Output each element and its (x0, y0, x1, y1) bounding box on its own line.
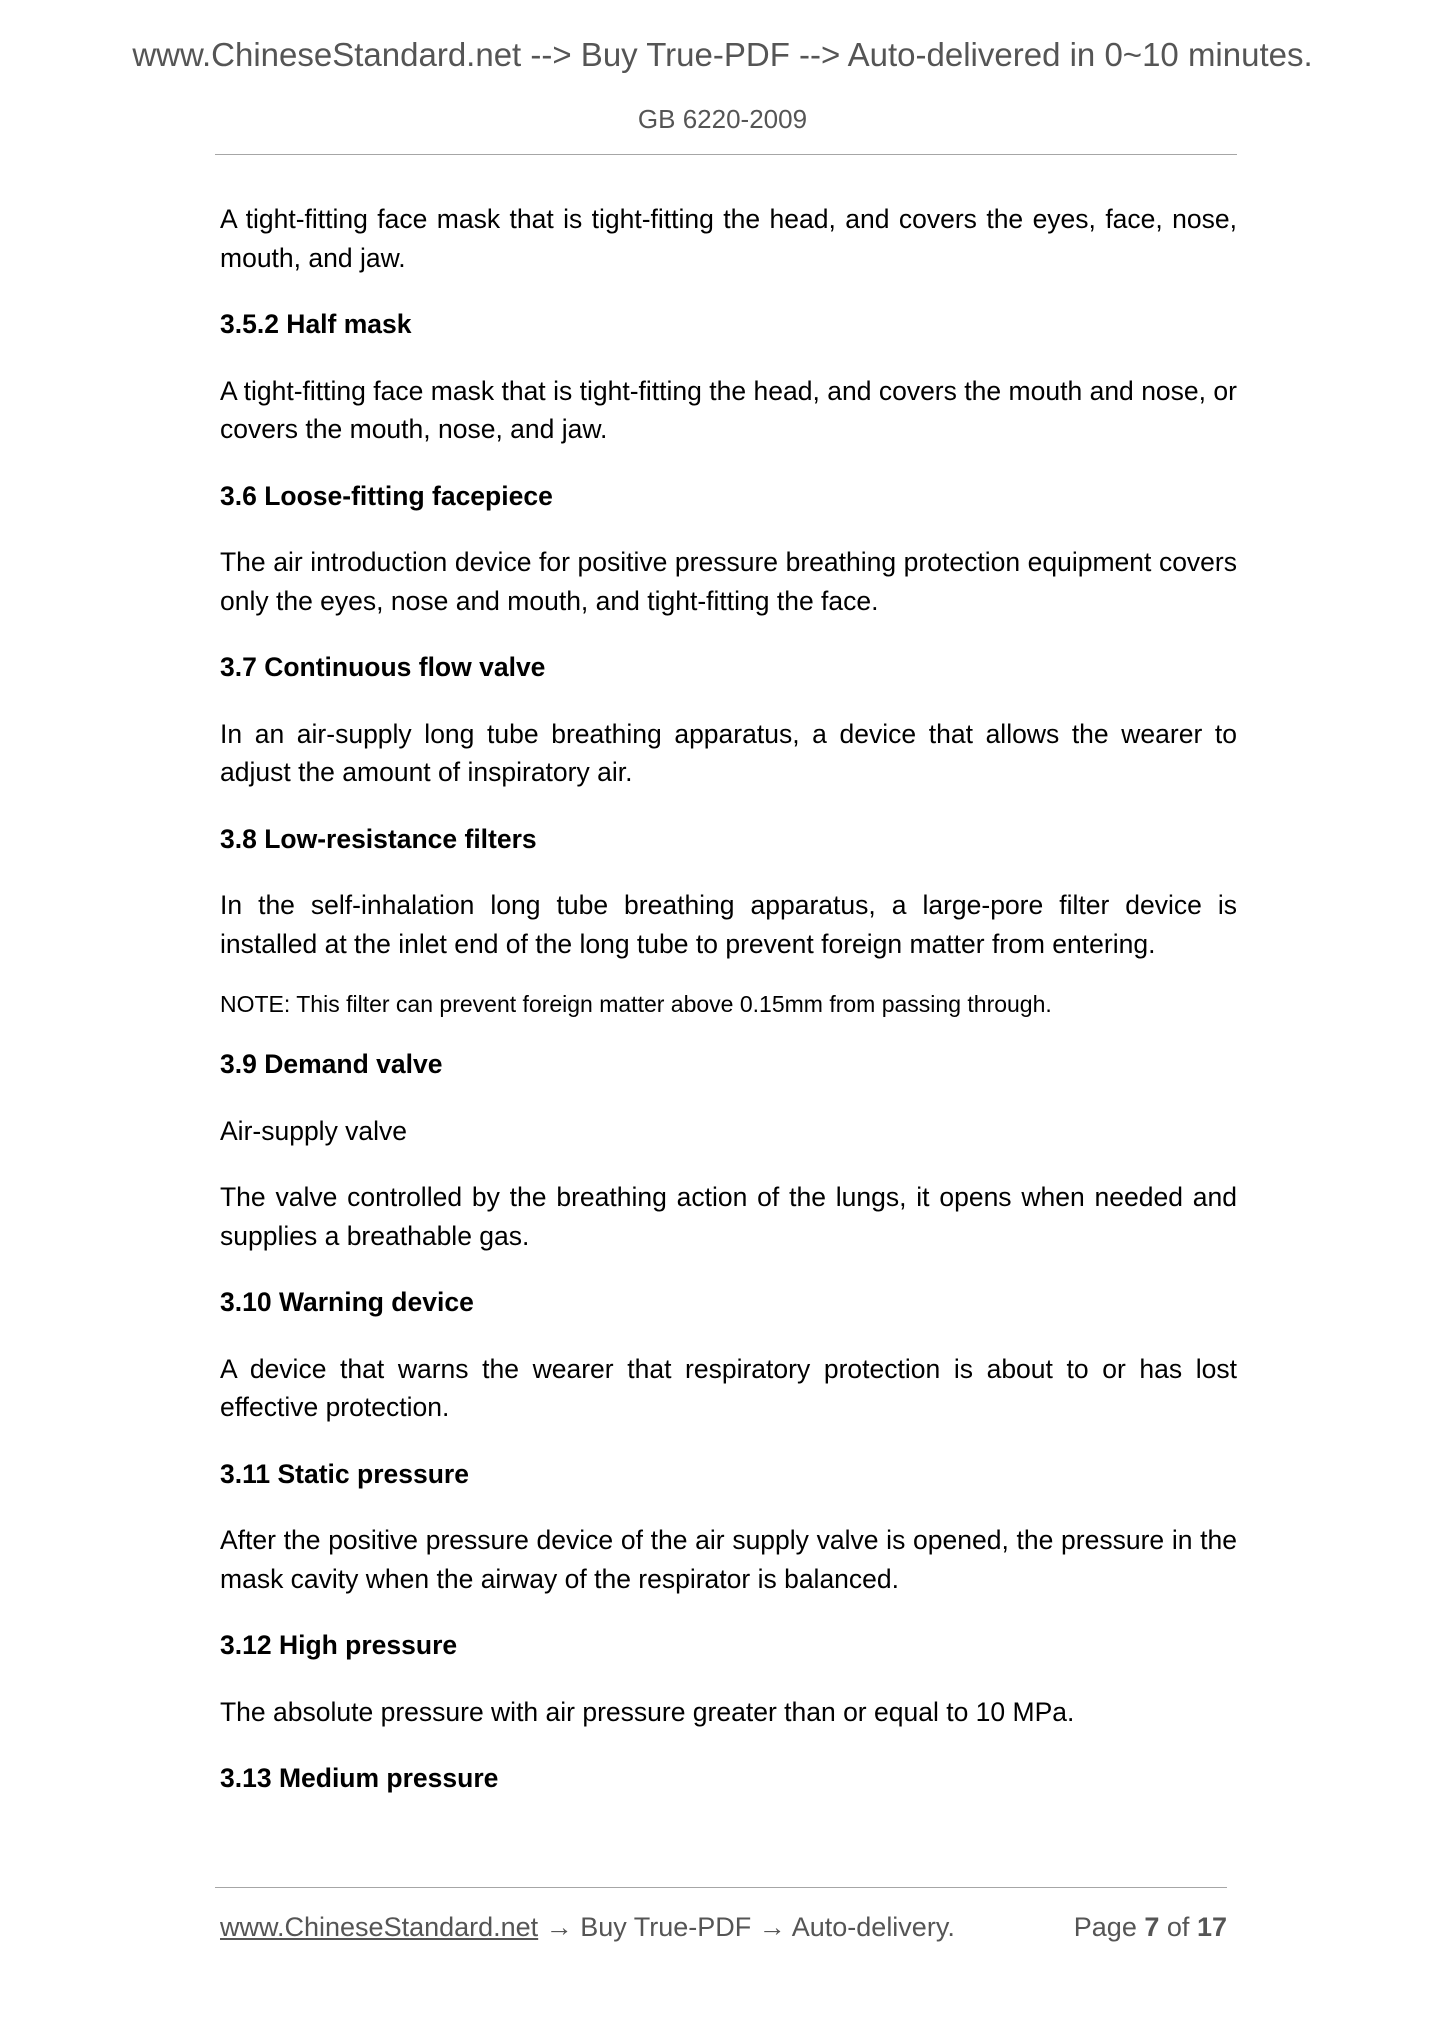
footer-promo (220, 1912, 955, 1943)
paragraph-3-11: After the positive pressure device of the air supply valve is opened, the pressure in the mask cavity when the airway of the respirator is balanced. (220, 1525, 1237, 1594)
document-code: GB 6220-2009 (637, 104, 808, 134)
page-indicator (1074, 1912, 1227, 1943)
of-label: of (1166, 1912, 1190, 1942)
heading-3-10: 3.10 Warning device (220, 1287, 474, 1317)
paragraph-3-10: A device that warns the wearer that respiratory protection is about to or has lost effective protection. (220, 1353, 1237, 1422)
paragraph-3-5-2: A tight-fitting face mask that is tight-fitting the head, and covers the mouth and nose, or covers the mouth, nose, and jaw. (220, 375, 1237, 444)
heading-3-6: 3.6 Loose-fitting facepiece (220, 480, 553, 511)
paragraph-3-7: In an air-supply long tube breathing apparatus, a device that allows the wearer to adjust the amount of inspiratory air. (220, 718, 1237, 787)
paragraph-3-9-synonym: Air-supply valve (220, 1115, 408, 1146)
paragraph-351-definition: A tight-fitting face mask that is tight-fitting the head, and covers the eyes, face, nose, mouth, and jaw. (220, 204, 1237, 273)
paragraph-3-6: The air introduction device for positive pressure breathing protection equipment covers only the eyes, nose and mouth, and tight-fitting the face. (220, 547, 1237, 616)
page-label: Page (1073, 1912, 1137, 1942)
paragraph-3-8: In the self-inhalation long tube breathing apparatus, a large-pore filter device is installed at the inlet end of the long tube to prevent foreign matter from entering. (220, 890, 1237, 959)
paragraph-3-9: The valve controlled by the breathing action of the lungs, it opens when needed and supplies a breathable gas. (220, 1182, 1237, 1251)
heading-3-9: 3.9 Demand valve (220, 1049, 443, 1079)
top-banner: www.ChineseStandard.net --> Buy True-PDF --> Auto-delivered in 0~10 minutes. (132, 36, 1313, 73)
heading-3-12: 3.12 High pressure (220, 1630, 458, 1660)
paragraph-3-12: The absolute pressure with air pressure greater than or equal to 10 MPa. (220, 1696, 1075, 1727)
heading-3-11: 3.11 Static pressure (220, 1458, 469, 1489)
footer-site-link[interactable]: www.ChineseStandard.net (220, 1912, 539, 1942)
page-number: 7 (1144, 1912, 1160, 1942)
footer-divider (215, 1887, 1227, 1888)
page-total: 17 (1196, 1912, 1227, 1942)
page-footer (220, 1912, 1227, 1952)
footer-promo-text: → Buy True-PDF → Auto-delivery. (538, 1912, 955, 1942)
page-body (220, 200, 1237, 1798)
heading-3-8: 3.8 Low-resistance filters (220, 823, 537, 854)
heading-3-13: 3.13 Medium pressure (220, 1763, 499, 1793)
header-divider (215, 154, 1237, 155)
note-3-8: NOTE: This filter can prevent foreign matter above 0.15mm from passing through. (220, 991, 1052, 1017)
heading-3-5-2: 3.5.2 Half mask (220, 309, 412, 339)
heading-3-7: 3.7 Continuous flow valve (220, 652, 546, 682)
